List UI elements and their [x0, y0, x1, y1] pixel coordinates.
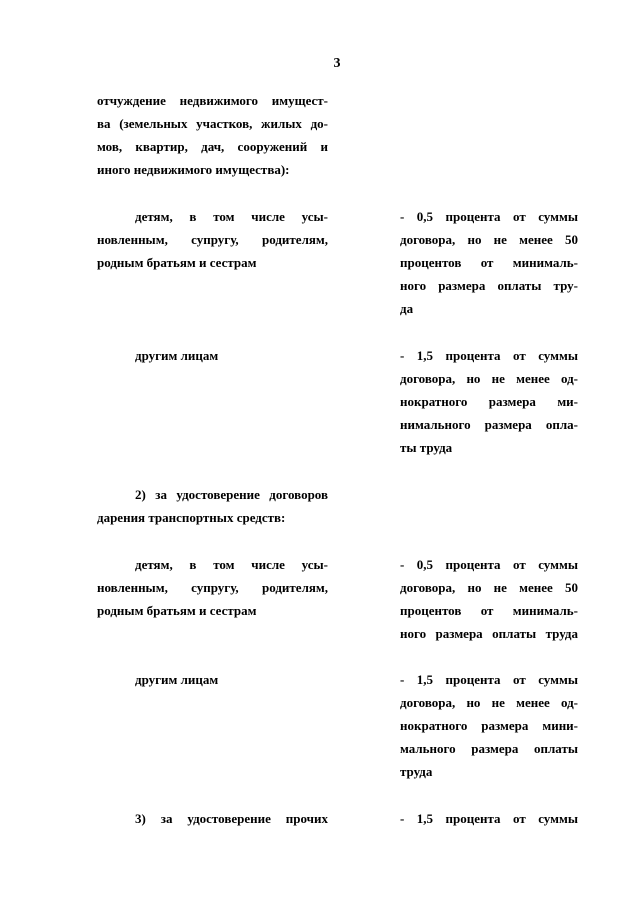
text-line: 2) за удостоверение договоров — [135, 487, 328, 502]
fee-line: процентов от минималь- — [400, 603, 578, 618]
fee-line: договора, но не менее 50 — [400, 232, 578, 247]
recipient-line: новленным, супругу, родителям, — [97, 580, 328, 595]
fee-line: нимального размера опла- — [400, 417, 578, 432]
fee-line: договора, но не менее од- — [400, 695, 578, 710]
text-line: отчуждение недвижимого имущест- — [97, 93, 328, 108]
text-line: иного недвижимого имущества): — [97, 162, 290, 177]
fee-line: да — [400, 301, 414, 316]
fee-line: ного размера оплаты тру- — [400, 278, 578, 293]
fee-line: - 1,5 процента от суммы — [400, 348, 578, 363]
fee-line: нократного размера мини- — [400, 718, 578, 733]
fee-line: ты труда — [400, 440, 453, 455]
text-line: дарения транспортных средств: — [97, 510, 286, 525]
recipient-line: другим лицам — [135, 672, 219, 687]
recipient-line: родным братьям и сестрам — [97, 255, 257, 270]
fee-line: - 0,5 процента от суммы — [400, 209, 578, 224]
recipient-line: другим лицам — [135, 348, 219, 363]
text-line: 3) за удостоверение прочих — [135, 811, 328, 826]
fee-line: труда — [400, 764, 433, 779]
fee-line: мального размера оплаты — [400, 741, 578, 756]
fee-line: - 1,5 процента от суммы — [400, 811, 578, 826]
page-number: 3 — [333, 56, 341, 71]
recipient-line: новленным, супругу, родителям, — [97, 232, 328, 247]
fee-line: - 0,5 процента от суммы — [400, 557, 578, 572]
text-line: мов, квартир, дач, сооружений и — [97, 139, 328, 154]
fee-line: договора, но не менее 50 — [400, 580, 578, 595]
fee-line: процентов от минималь- — [400, 255, 578, 270]
text-line: ва (земельных участков, жилых до- — [97, 116, 328, 131]
fee-line: ного размера оплаты труда — [400, 626, 578, 641]
fee-line: - 1,5 процента от суммы — [400, 672, 578, 687]
recipient-line: детям, в том числе усы- — [135, 557, 328, 572]
fee-line: договора, но не менее од- — [400, 371, 578, 386]
recipient-line: детям, в том числе усы- — [135, 209, 328, 224]
fee-line: нократного размера ми- — [400, 394, 578, 409]
recipient-line: родным братьям и сестрам — [97, 603, 257, 618]
